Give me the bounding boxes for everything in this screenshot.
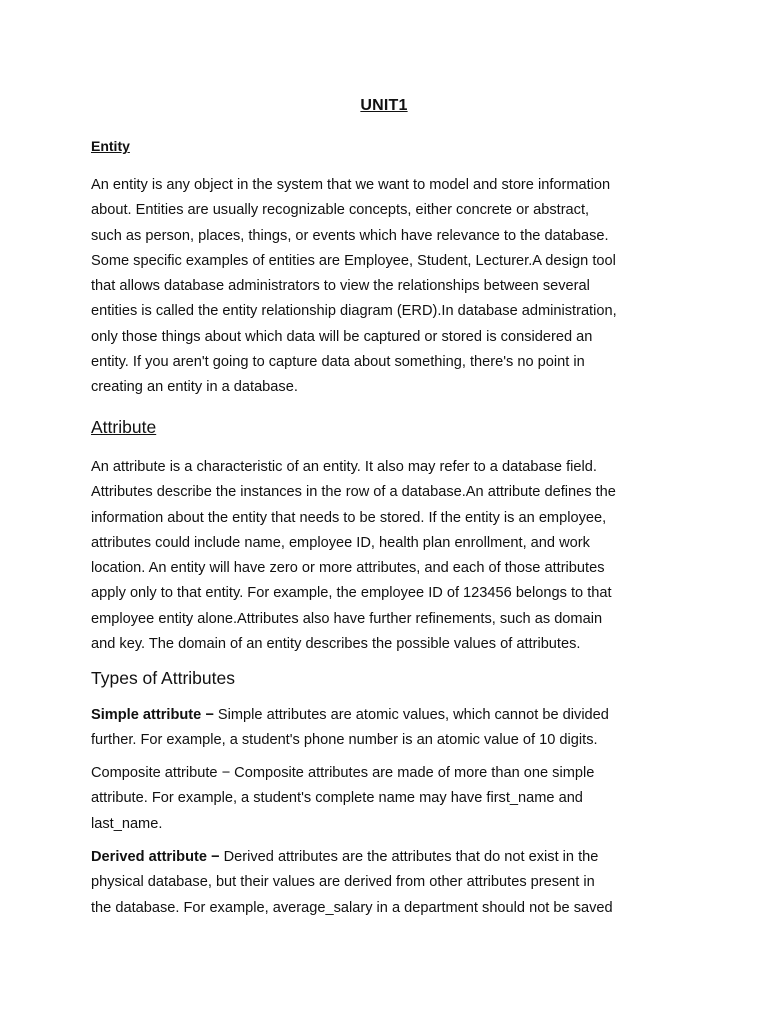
simple-attribute-line: further. For example, a student's phone number is an atomic value of 10 digits. [91, 732, 598, 749]
simple-attribute-paragraph [91, 703, 691, 754]
derived-attribute-text: Derived attributes are the attributes that do not exist in the [219, 849, 599, 865]
attribute-line: apply only to that entity. For example, the employee ID of 123456 belongs to that [91, 585, 612, 602]
entity-line: only those things about which data will be captured or stored is considered an [91, 328, 593, 345]
composite-attribute-line: Composite attribute − Composite attributes are made of more than one simple [91, 765, 595, 781]
derived-attribute-line [91, 845, 691, 870]
attribute-line: information about the entity that needs to be stored. If the entity is an employee, [91, 509, 607, 526]
composite-attribute-line: last_name. [91, 815, 163, 832]
attribute-heading: Attribute [91, 417, 157, 437]
attribute-line: Attributes describe the instances in the row of a database.An attribute defines the [91, 484, 616, 501]
entity-line: entities is called the entity relationship diagram (ERD).In database administration, [91, 303, 617, 320]
entity-line: such as person, places, things, or events which have relevance to the database. [91, 227, 609, 244]
derived-attribute-line: physical database, but their values are derived from other attributes present in [91, 874, 595, 891]
composite-attribute-paragraph [91, 761, 691, 837]
entity-line: entity. If you aren't going to capture data about something, there's no point in [91, 354, 585, 371]
types-heading: Types of Attributes [91, 668, 235, 688]
simple-attribute-text: Simple attributes are atomic values, which cannot be divided [213, 707, 609, 723]
entity-line: An entity is any object in the system that we want to model and store information [91, 177, 611, 193]
simple-attribute-term: Simple attribute − [91, 707, 214, 723]
derived-attribute-term: Derived attribute − [91, 849, 220, 865]
entity-line: about. Entities are usually recognizable concepts, either concrete or abstract, [91, 202, 590, 219]
page-title: UNIT1 [360, 97, 408, 114]
attribute-line: attributes could include name, employee ID, health plan enrollment, and work [91, 534, 590, 551]
entity-line: creating an entity in a database. [91, 379, 298, 396]
attribute-line: employee entity alone.Attributes also have further refinements, such as domain [91, 610, 603, 627]
entity-line: that allows database administrators to view the relationships between several [91, 278, 590, 295]
derived-attribute-line: the database. For example, average_salary in a department should not be saved [91, 899, 613, 916]
entity-paragraph [91, 173, 691, 401]
attribute-paragraph [91, 455, 691, 657]
simple-attribute-line [91, 703, 691, 728]
attribute-line: An attribute is a characteristic of an entity. It also may refer to a database field. [91, 459, 597, 475]
entity-line: Some specific examples of entities are Employee, Student, Lecturer.A design tool [91, 252, 616, 269]
derived-attribute-paragraph [91, 845, 691, 921]
attribute-line: and key. The domain of an entity describes the possible values of attributes. [91, 636, 581, 653]
entity-heading: Entity [91, 138, 130, 154]
composite-attribute-line: attribute. For example, a student's complete name may have first_name and [91, 790, 583, 807]
attribute-line: location. An entity will have zero or more attributes, and each of those attributes [91, 560, 605, 577]
